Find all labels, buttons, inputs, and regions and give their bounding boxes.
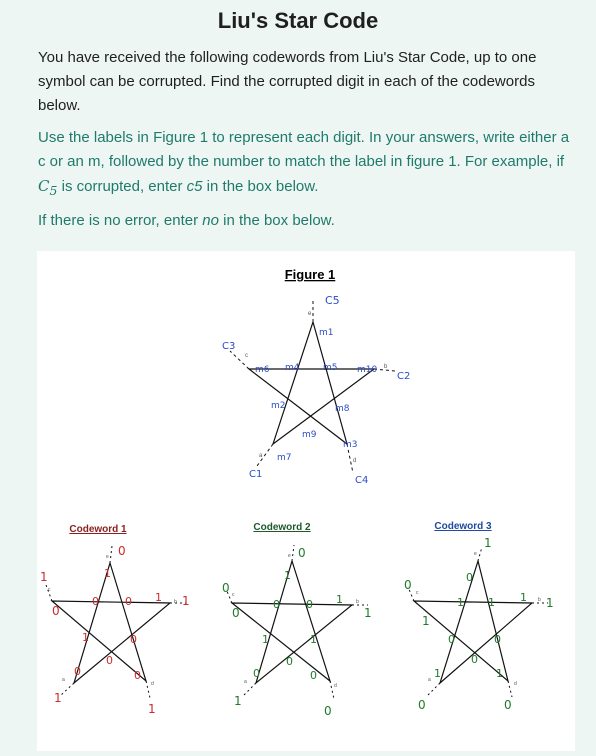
- cw3-m-ur: 1: [488, 596, 495, 609]
- no-error-em: no: [202, 212, 219, 229]
- label-m10: m10: [357, 365, 378, 375]
- cw3-m-top: 0: [466, 571, 473, 584]
- figures-svg: [37, 251, 575, 751]
- cw3-label-b: b: [538, 597, 541, 603]
- cw3-c-right: 1: [546, 596, 554, 610]
- cw3-m-bot: 0: [471, 653, 478, 666]
- figure-1-star: [249, 322, 374, 444]
- cw1-m-bot: 0: [106, 654, 113, 667]
- cw1-label-a: a: [62, 677, 65, 683]
- cw1-label-d: d: [151, 681, 154, 687]
- cw2-label-e: e: [288, 553, 291, 559]
- math-c5-sub: 5: [49, 183, 58, 198]
- cw2-label-d: d: [334, 683, 337, 689]
- cw1-label-b: b: [174, 599, 177, 605]
- cw1-c-bl: 1: [54, 691, 62, 705]
- cw1-c-right: 1: [182, 594, 190, 608]
- cw3-label-d: d: [514, 681, 517, 687]
- cw2-c-top: 0: [298, 546, 306, 560]
- codeword-2-dash-bl: [242, 683, 256, 697]
- cw1-c-top: 0: [118, 544, 126, 558]
- codeword-3: [404, 521, 554, 712]
- instruction-part-c: in the box below.: [202, 178, 319, 195]
- cw1-m-bl: 0: [74, 665, 81, 678]
- codeword-2: [222, 522, 372, 718]
- codeword-3-dash-top: [478, 547, 482, 561]
- cw1-m-ul: 0: [92, 595, 99, 608]
- math-c5: [38, 177, 58, 198]
- cw3-c-left2: 1: [422, 614, 430, 628]
- math-c5-base: C: [38, 177, 50, 195]
- cw3-c-left: 0: [404, 578, 412, 592]
- codeword-1-dash-bl: [60, 683, 74, 696]
- codeword-2-caption: Codeword 2: [253, 522, 311, 533]
- cw3-m-ul: 1: [457, 596, 464, 609]
- label-c3: C3: [222, 341, 236, 352]
- cw1-c-br: 1: [148, 702, 156, 716]
- codeword-3-dash-bl: [428, 683, 440, 695]
- cw3-c-br: 0: [504, 698, 512, 712]
- label-m7: m7: [277, 453, 292, 463]
- codeword-1-caption: Codeword 1: [69, 524, 127, 535]
- cw2-m-ul: 0: [273, 598, 280, 611]
- cw3-m-ri: 1: [520, 591, 527, 604]
- cw3-m-lr: 0: [494, 633, 501, 646]
- cw1-m-ll: 1: [82, 631, 89, 644]
- label-m5: m5: [323, 363, 338, 373]
- cw2-m-ur: 0: [306, 598, 313, 611]
- figure-1: [222, 267, 410, 486]
- cw1-m-lr: 0: [130, 633, 137, 646]
- instruction-example: c5: [186, 178, 203, 195]
- label-m1: m1: [319, 328, 334, 338]
- codeword-3-dash-br: [508, 681, 512, 697]
- cw2-m-br: 0: [310, 669, 317, 682]
- label-c1: C1: [249, 469, 263, 480]
- instruction-part-a: Use the labels in Figure 1 to represent each digit. In your answers, write either a c or an m, followed by the number to match the label in figure 1. For example, if: [38, 129, 570, 170]
- label-m9: m9: [302, 430, 317, 440]
- cw2-c-bl: 1: [234, 694, 242, 708]
- intro-text: You have received the following codewords from Liu's Star Code, up to one symbol can be corrupted. Find the corrupted digit in each of the codewords below.: [38, 49, 537, 114]
- instruction-text: [38, 126, 570, 203]
- cw1-m-ri: 1: [155, 591, 162, 604]
- label-m8: m8: [335, 404, 350, 414]
- cw3-label-a: a: [428, 677, 431, 683]
- cw1-label-c: c: [48, 587, 51, 593]
- label-b: b: [384, 364, 388, 370]
- cw2-label-b: b: [356, 599, 359, 605]
- cw1-m-br: 0: [134, 669, 141, 682]
- label-a: a: [259, 453, 263, 459]
- cw1-m-ur: 0: [125, 595, 132, 608]
- codeword-2-dash-top: [292, 545, 294, 561]
- label-m2: m2: [271, 401, 286, 411]
- no-error-text: [38, 209, 570, 233]
- cw2-m-lr: 1: [310, 633, 317, 646]
- cw2-c-left: 0: [222, 581, 230, 595]
- cw3-label-c: c: [416, 590, 419, 596]
- figure-1-caption: Figure 1: [284, 267, 336, 282]
- no-error-part-a: If there is no error, enter: [38, 212, 203, 229]
- cw2-m-bot: 0: [286, 655, 293, 668]
- figure-card: [37, 251, 575, 751]
- cw1-m-top: 1: [104, 567, 111, 580]
- cw2-c-br: 0: [324, 704, 332, 718]
- cw2-m-ll: 1: [262, 633, 269, 646]
- cw3-m-ll: 0: [448, 633, 455, 646]
- cw2-m-bl: 0: [253, 667, 260, 680]
- label-m3: m3: [343, 440, 358, 450]
- cw1-c-left: 1: [40, 570, 48, 584]
- cw2-label-a: a: [244, 679, 247, 685]
- cw3-m-br: 1: [496, 667, 503, 680]
- codeword-1-dash-br: [146, 681, 150, 698]
- cw3-label-e: e: [474, 551, 477, 557]
- label-d: d: [353, 458, 357, 464]
- label-c5: C5: [325, 294, 340, 307]
- no-error-part-b: in the box below.: [218, 212, 335, 229]
- cw3-m-bl: 1: [434, 667, 441, 680]
- label-c: c: [245, 353, 248, 359]
- instruction-part-b: is corrupted, enter: [57, 178, 187, 195]
- cw1-c-left2: 0: [52, 604, 60, 618]
- codeword-1-dash-top: [110, 546, 112, 563]
- cw2-m-ri: 1: [336, 593, 343, 606]
- label-m6: m6: [255, 365, 270, 375]
- page-title: Liu's Star Code: [217, 8, 379, 33]
- cw2-c-right: 1: [364, 606, 372, 620]
- cw3-c-bl: 0: [418, 698, 426, 712]
- cw2-c-left2: 0: [232, 606, 240, 620]
- cw3-c-top: 1: [484, 536, 492, 550]
- codeword-3-caption: Codeword 3: [434, 521, 492, 532]
- codeword-1: [40, 524, 190, 716]
- label-m4: m4: [285, 363, 300, 373]
- label-e: e: [308, 311, 312, 317]
- cw1-label-e: e: [106, 554, 109, 560]
- cw2-label-c: c: [232, 592, 235, 598]
- label-c2: C2: [397, 371, 411, 382]
- label-c4: C4: [355, 475, 369, 486]
- cw2-m-top: 1: [284, 569, 291, 582]
